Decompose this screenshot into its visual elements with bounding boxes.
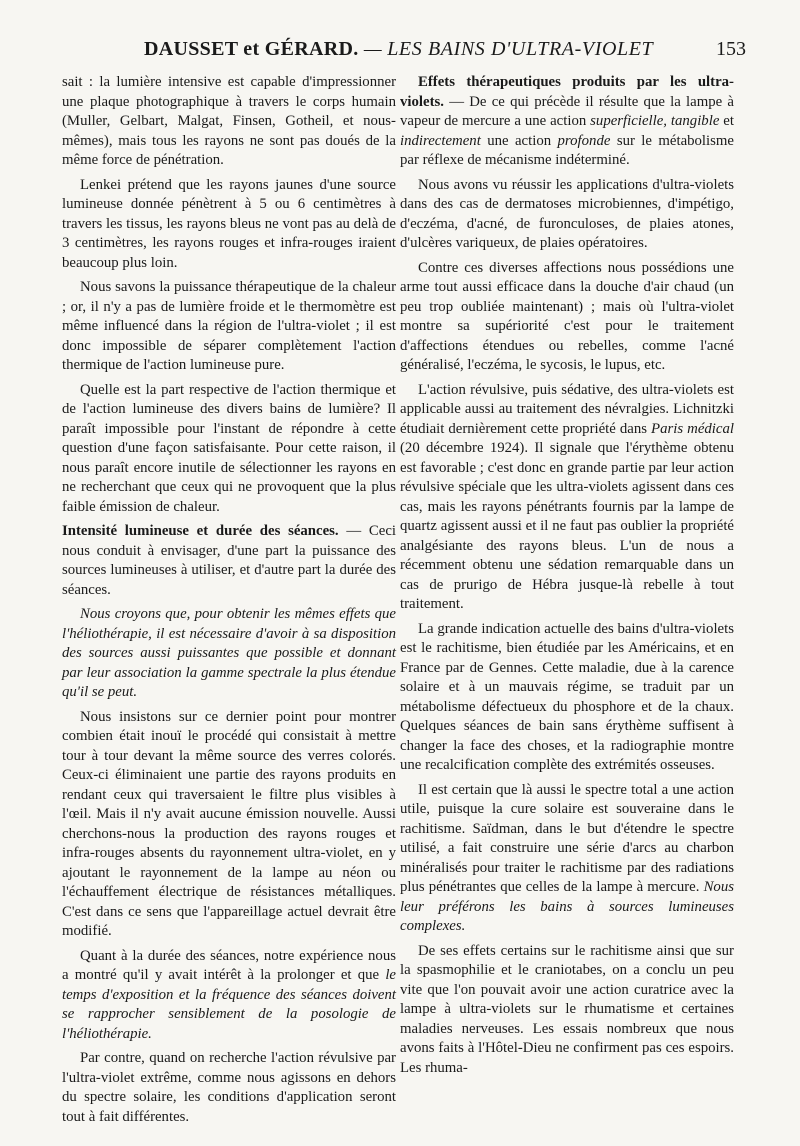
right-paragraph-4-text-a: L'action révulsive, puis sédative, des ultra-violets est applicable aussi au traitement des névralgies. Lichnitzki étudiait dernièrement cette propriété dans xyxy=(400,381,734,437)
right-paragraph-6 xyxy=(400,781,734,937)
right-paragraph-3: Contre ces diverses affections nous possédions une arme tout aussi efficace dans la douche d'air chaud (un peu trop oubliée maintenant) ; mais où l'ultra-violet montre sa supériorité c'est pour le traitement d'affections étendues ou rebelles, comme l'acné généralisé, l'eczéma, le sycosis, le lupus, etc. xyxy=(400,259,734,373)
left-paragraph-8-italic: le temps d'exposition et la fréquence des séances doivent se rapprocher sensiblement de la posologie de l'héliothérapie. xyxy=(62,967,396,1042)
section-heading-effets: Effets thérapeutiques produits par les ultra-violets. xyxy=(400,74,734,110)
left-paragraph-5 xyxy=(62,522,396,600)
running-header xyxy=(56,38,746,64)
right-paragraph-1-text-a: — De ce qui précède il résulte que la lampe à vapeur de mercure a une action xyxy=(400,93,734,129)
header-separator: — xyxy=(358,38,388,60)
left-paragraph-9: Par contre, quand on recherche l'action révulsive par l'ultra-violet extrême, comme nous agissons en dehors du spectre solaire, les conditions d'application seront tout à fait différentes. xyxy=(62,1050,396,1125)
right-paragraph-7: De ses effets certains sur le rachitisme ainsi que sur la spasmophilie et le craniotabes, on a conclu un peu vite que l'on pouvait avoir une action curatrice avec la lampe à ultra-violets sur le rhumatisme et certaines maladies nerveuses. Les essais nombreux que nous avons faits à l'Hôtel-Dieu ne confirment pas ces espoirs. Les rhuma- xyxy=(400,942,734,1076)
right-paragraph-6-text: Il est certain que là aussi le spectre total a une action utile, puisque la cure solaire est souveraine dans le rachitisme. Saïdman, dans le but d'étendre le spectre utilisé, a fait construire une série d'arcs au charbon minéralisés pour traiter le rachitisme par des radiations plus pénétrantes que celles de la lampe à mercure. xyxy=(400,781,734,895)
right-paragraph-1-text-d: sur le métabolisme par réflexe de mécanisme indéterminé. xyxy=(400,132,734,168)
right-paragraph-1-italic-2: indirectement xyxy=(400,132,481,149)
left-paragraph-3: Nous savons la puissance thérapeutique de la chaleur ; or, il n'y a pas de lumière froide et le thermomètre est même influencé dans la région de l'ultra-violet ; il est donc impossible de séparer complètement l'action thermique de l'action lumineuse pure. xyxy=(62,279,396,373)
left-paragraph-5-text: — Ceci nous conduit à envisager, d'une part la puissance des sources lumineuses à utiliser, et d'autre part la durée des séances. xyxy=(62,523,396,598)
left-paragraph-7: Nous insistons sur ce dernier point pour montrer combien était inouï le procédé qui consistait à mettre tour à tour devant la même source des verres colorés. Ceux-ci éliminaient une partie des rayons produits en rendant ceux qui traversaient le filtre plus visibles à l'œil. Mais il n'y avait aucune émission nouvelle. Aussi cherchons-nous la production des rayons rouges et infra-rouges absents du rayonnement ultra-violet, en y ajoutant le rayonnement de la lampe au néon ou l'échauffement électrique de résistances métalliques. C'est dans ce sens que l'appareillage actuel devrait être modifié. xyxy=(62,708,396,939)
header-article-title: LES BAINS D'ULTRA-VIOLET xyxy=(387,38,654,60)
section-heading-intensite: Intensité lumineuse et durée des séances. xyxy=(62,523,339,539)
right-paragraph-4 xyxy=(400,381,734,615)
right-paragraph-6-italic: Nous leur préférons les bains à sources lumineuses complexes. xyxy=(400,879,734,934)
right-paragraph-1 xyxy=(400,73,734,171)
right-paragraph-5: La grande indication actuelle des bains d'ultra-violets est le rachitisme, bien étudiée par les Américains, et en France par de Gennes. Cette maladie, due à la carence solaire et à un mauvais régime, se traduit par un métabolisme défectueux du phosphore et de la chaux. Quelques séances de bain sans érythème suffisent à changer la face des choses, et la radiographie montre une recalcification complète des extrémités osseuses. xyxy=(400,620,734,773)
left-paragraph-2: Lenkei prétend que les rayons jaunes d'une source lumineuse donnée pénètrent à 5 ou 6 centimètres à travers les tissus, les rayons bleus ne vont pas au delà de 3 centimètres, les rayons rouges et infra-rouges iraient beaucoup plus loin. xyxy=(62,176,396,271)
left-paragraph-8 xyxy=(62,947,396,1045)
header-authors: DAUSSET et GÉRARD. xyxy=(144,38,359,60)
right-paragraph-1-text-c: une action xyxy=(480,132,558,149)
right-paragraph-1-italic-1: superficielle, tangible xyxy=(590,113,720,129)
right-paragraph-1-text-b: et xyxy=(719,113,734,129)
left-paragraph-6: Nous croyons que, pour obtenir les mêmes effets que l'héliothérapie, il est nécessaire d'avoir à sa disposition des sources aussi puissantes que possible et donnant par leur association la gamme spectrale la plus étendue qu'il se peut. xyxy=(62,606,396,700)
right-paragraph-4-text-b: (20 décembre 1924). Il signale que l'érythème obtenu est favorable ; c'est donc en grande partie par leur action révulsive spéciale que les ultra-violets agissent dans ces cas, mais les rayons pénétrants fournis par la lampe de quartz agissent aussi et il ne faut pas oublier la propriété analgésiante des rayons bleus. L'un de nous a récemment obtenu une sédation remarquable dans un cas de prurigo de Hébra jusque-là rebelle à tout traitement. xyxy=(400,440,734,612)
right-paragraph-4-italic: Paris médical xyxy=(651,420,734,437)
left-column xyxy=(62,73,396,1132)
left-paragraph-4: Quelle est la part respective de l'action thermique et de l'action lumineuse des divers bains de lumière? Il paraît impossible pour l'instant de répondre à cette question d'une façon satisfaisante. Pour cette raison, il nous paraît encore inutile de sélectionner les rayons en ne recherchant que ceux qui ne provoquent que la plus faible émission de chaleur. xyxy=(62,381,396,515)
left-paragraph-1: sait : la lumière intensive est capable d'impressionner une plaque photographique à travers le corps humain (Muller, Gelbart, Malgat, Finsen, Gotheil, et nous-mêmes), mais tous les rayons ne sont pas doués de la même force de pénétration. xyxy=(62,74,396,168)
right-paragraph-1-italic-3: profonde xyxy=(557,132,611,149)
right-paragraph-2: Nous avons vu réussir les applications d'ultra-violets dans des cas de dermatoses microbiennes, d'impétigo, d'eczéma, d'acné, de furonculoses, de plaies atones, d'ulcères variqueux, de plaies opératoires. xyxy=(400,176,734,251)
left-paragraph-8-text: Quant à la durée des séances, notre expérience nous a montré qu'il y avait intérêt à la prolonger et que xyxy=(62,947,396,983)
page-number: 153 xyxy=(716,38,746,60)
right-column xyxy=(400,73,734,1083)
running-title xyxy=(144,38,653,61)
